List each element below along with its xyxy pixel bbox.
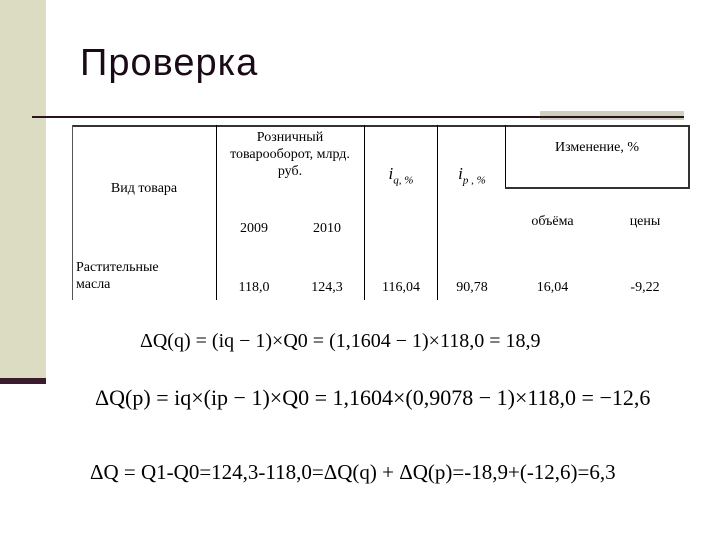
table-top-border [72, 125, 690, 127]
table-col-divider [505, 125, 506, 188]
table-col-divider [364, 125, 365, 300]
table-col-divider [437, 125, 438, 300]
slide-title: Проверка [80, 42, 259, 84]
header-retail-turnover: Розничный товарооборот, млрд. руб. [230, 130, 350, 179]
formula-volume-effect: ΔQ(q) = (iq − 1)×Q0 = (1,1604 − 1)×118,0 = 18,9 [140, 330, 541, 352]
table-col-divider [216, 125, 217, 300]
header-product-type: Вид товара [110, 181, 178, 196]
decor-side-bar-accent [0, 378, 46, 384]
header-year-2010: 2010 [313, 221, 341, 236]
header-volume: объёма [531, 214, 574, 229]
header-price: цены [629, 214, 661, 229]
header-ip: $i_{p , \%}$ [458, 164, 486, 187]
decor-side-bar [0, 0, 46, 378]
formula-price-effect: ΔQ(p) = iq×(ip − 1)×Q0 = 1,1604×(0,9078 − 1)×118,0 = −12,6 [95, 385, 651, 410]
cell-price-change: -9,22 [630, 280, 660, 295]
cell-volume-change: 16,04 [536, 280, 569, 295]
table-change-underline [505, 187, 690, 189]
cell-2009: 118,0 [238, 280, 270, 295]
header-year-2009: 2009 [240, 221, 268, 236]
cell-iq: 116,04 [382, 280, 420, 295]
table-right-border [688, 125, 690, 188]
header-change-percent: Изменение, % [554, 140, 640, 155]
header-iq: $i_{q, \%}$ [388, 164, 414, 187]
title-underline [32, 116, 684, 118]
formula-total-change: ΔQ = Q1-Q0=124,3-118,0=ΔQ(q) + ΔQ(p)=-18,9+(-12,6)=6,3 [90, 460, 616, 484]
cell-ip: 90,78 [456, 280, 488, 295]
row-product-name: Растительные масла [76, 260, 159, 292]
cell-2010: 124,3 [311, 280, 343, 295]
data-table [72, 125, 690, 300]
table-left-border [72, 125, 73, 300]
